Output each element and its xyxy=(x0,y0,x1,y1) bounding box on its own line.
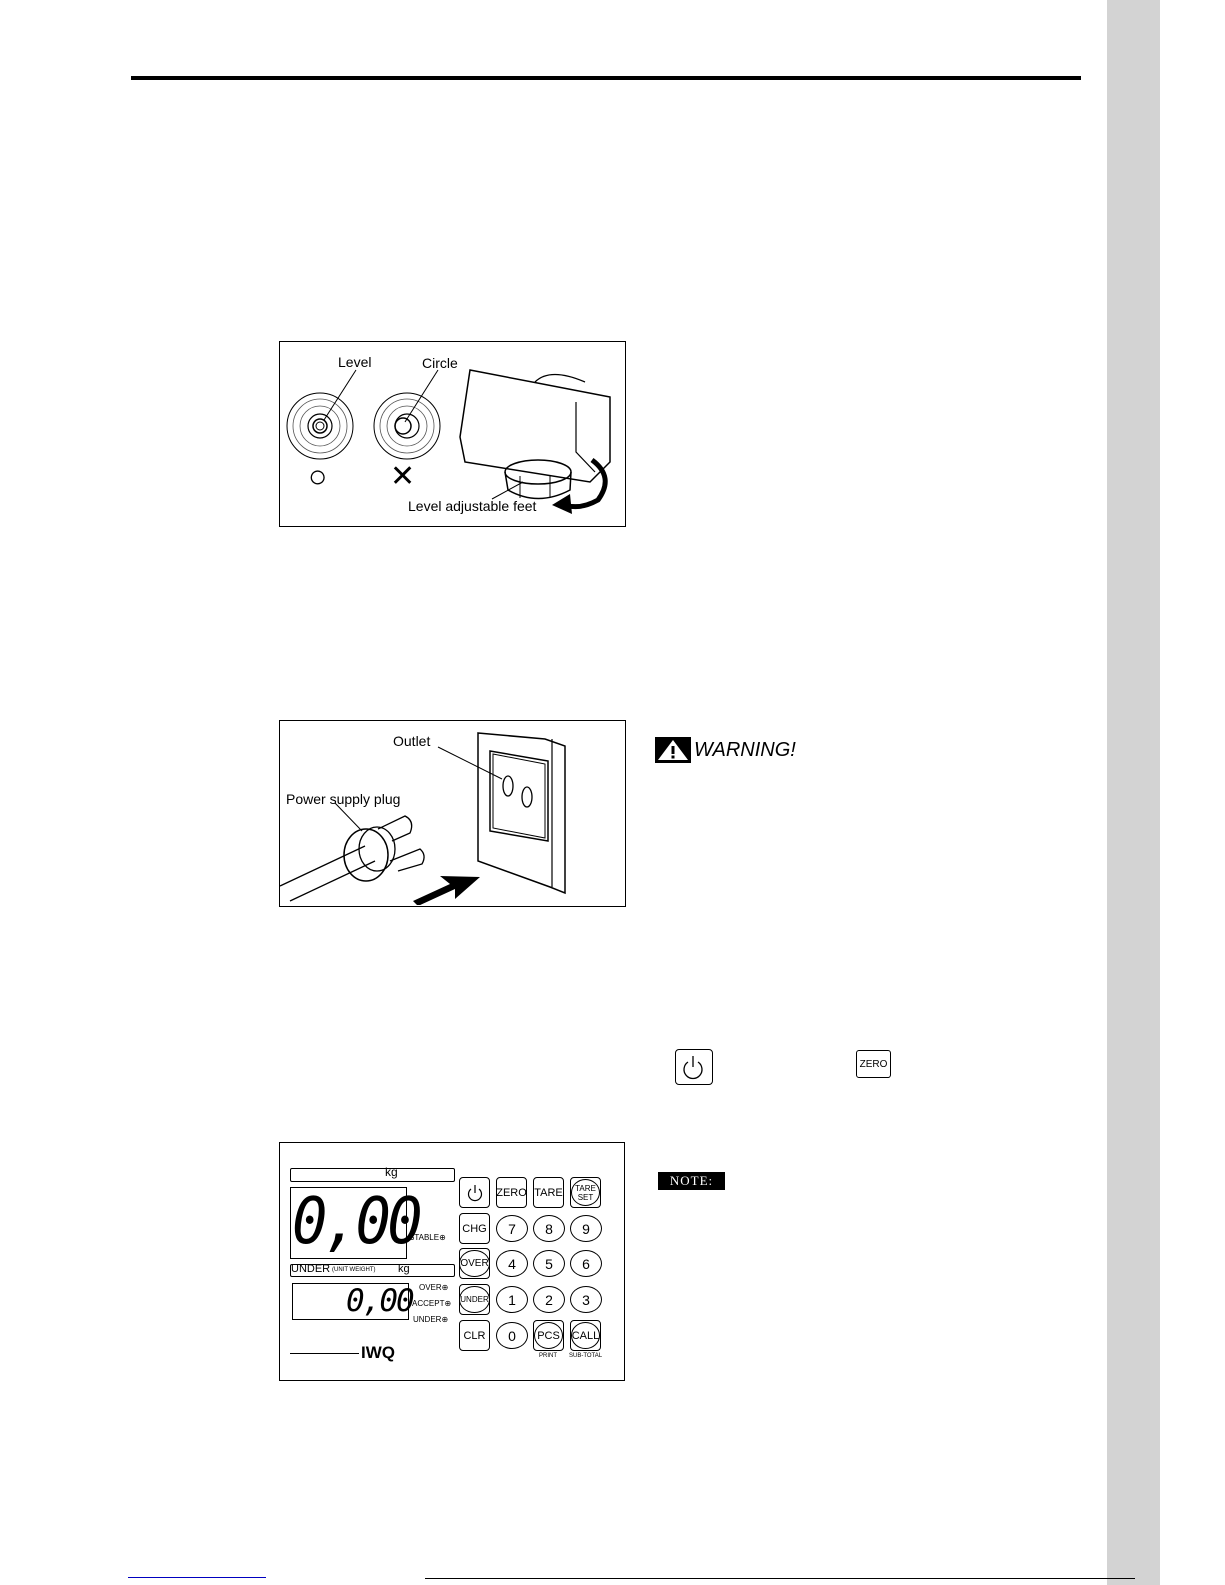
bottom-rule xyxy=(425,1578,1135,1579)
ng-symbol: ✕ xyxy=(390,460,416,493)
under-indicator: UNDER⊕ xyxy=(413,1315,449,1324)
feet-label: Level adjustable feet xyxy=(408,498,537,514)
tare-set-key[interactable] xyxy=(570,1177,601,1208)
under-unit-label: kg xyxy=(398,1263,410,1275)
top-unit-label: kg xyxy=(385,1165,398,1179)
pcs-key-label: PCS xyxy=(534,1322,563,1349)
brand-logo: IWQ xyxy=(361,1343,395,1362)
control-panel-figure xyxy=(279,1142,625,1381)
circle-label: Circle xyxy=(422,355,458,371)
key-0[interactable]: 0 xyxy=(496,1322,528,1349)
ok-symbol: ○ xyxy=(308,458,328,494)
unit-weight-label: (UNIT WEIGHT) xyxy=(332,1267,376,1273)
under-label: UNDER xyxy=(291,1263,331,1275)
call-key[interactable] xyxy=(570,1320,601,1351)
outlet-illustration xyxy=(280,721,624,905)
call-key-label: CALL xyxy=(571,1322,601,1349)
key-4[interactable]: 4 xyxy=(496,1250,528,1277)
stable-indicator: STABLE⊕ xyxy=(409,1233,446,1242)
sub-display-value: 0,00 xyxy=(346,1283,413,1319)
tare-set-line2: SET xyxy=(577,1192,594,1202)
key-1[interactable]: 1 xyxy=(496,1286,528,1313)
pcs-key[interactable] xyxy=(533,1320,564,1351)
top-rule xyxy=(131,76,1081,80)
main-display-value: 0,00 xyxy=(292,1185,420,1259)
outlet-figure xyxy=(279,720,626,907)
power-key-icon xyxy=(675,1049,713,1085)
zero-key[interactable]: ZERO xyxy=(496,1177,527,1208)
side-tab xyxy=(1107,0,1160,1585)
clr-key[interactable]: CLR xyxy=(459,1320,490,1351)
tare-key[interactable]: TARE xyxy=(533,1177,564,1208)
power-key[interactable] xyxy=(459,1177,490,1208)
level-bubble-ng xyxy=(374,393,440,459)
top-unit-bar xyxy=(290,1168,455,1182)
warning-callout xyxy=(655,737,796,763)
tare-set-line1: TARE xyxy=(575,1183,596,1193)
key-8[interactable]: 8 xyxy=(533,1215,565,1242)
key-9[interactable]: 9 xyxy=(570,1215,602,1242)
outlet-label: Outlet xyxy=(393,733,431,749)
key-6[interactable]: 6 xyxy=(570,1250,602,1277)
warning-text: WARNING! xyxy=(694,738,796,761)
note-label: NOTE: xyxy=(658,1172,725,1190)
bottom-link-underline xyxy=(128,1577,266,1578)
over-indicator: OVER⊕ xyxy=(419,1283,449,1292)
over-key-label: OVER xyxy=(459,1250,489,1277)
key-2[interactable]: 2 xyxy=(533,1286,565,1313)
warning-icon xyxy=(655,737,691,763)
print-label: PRINT xyxy=(539,1353,557,1359)
under-key-label: UNDER xyxy=(459,1286,489,1313)
over-key[interactable] xyxy=(459,1248,490,1279)
level-bubble-ok xyxy=(287,393,353,459)
subtotal-label: SUB-TOTAL xyxy=(569,1353,603,1359)
key-7[interactable]: 7 xyxy=(496,1215,528,1242)
chg-key[interactable]: CHG xyxy=(459,1213,490,1244)
plug-label: Power supply plug xyxy=(286,791,401,807)
key-5[interactable]: 5 xyxy=(533,1250,565,1277)
key-3[interactable]: 3 xyxy=(570,1286,602,1313)
under-key[interactable] xyxy=(459,1284,490,1315)
brand-rule xyxy=(290,1353,359,1354)
leveling-figure xyxy=(279,341,626,527)
zero-key-icon: ZERO xyxy=(856,1050,891,1078)
level-label: Level xyxy=(338,354,372,370)
accept-indicator: ACCEPT⊕ xyxy=(412,1299,452,1308)
